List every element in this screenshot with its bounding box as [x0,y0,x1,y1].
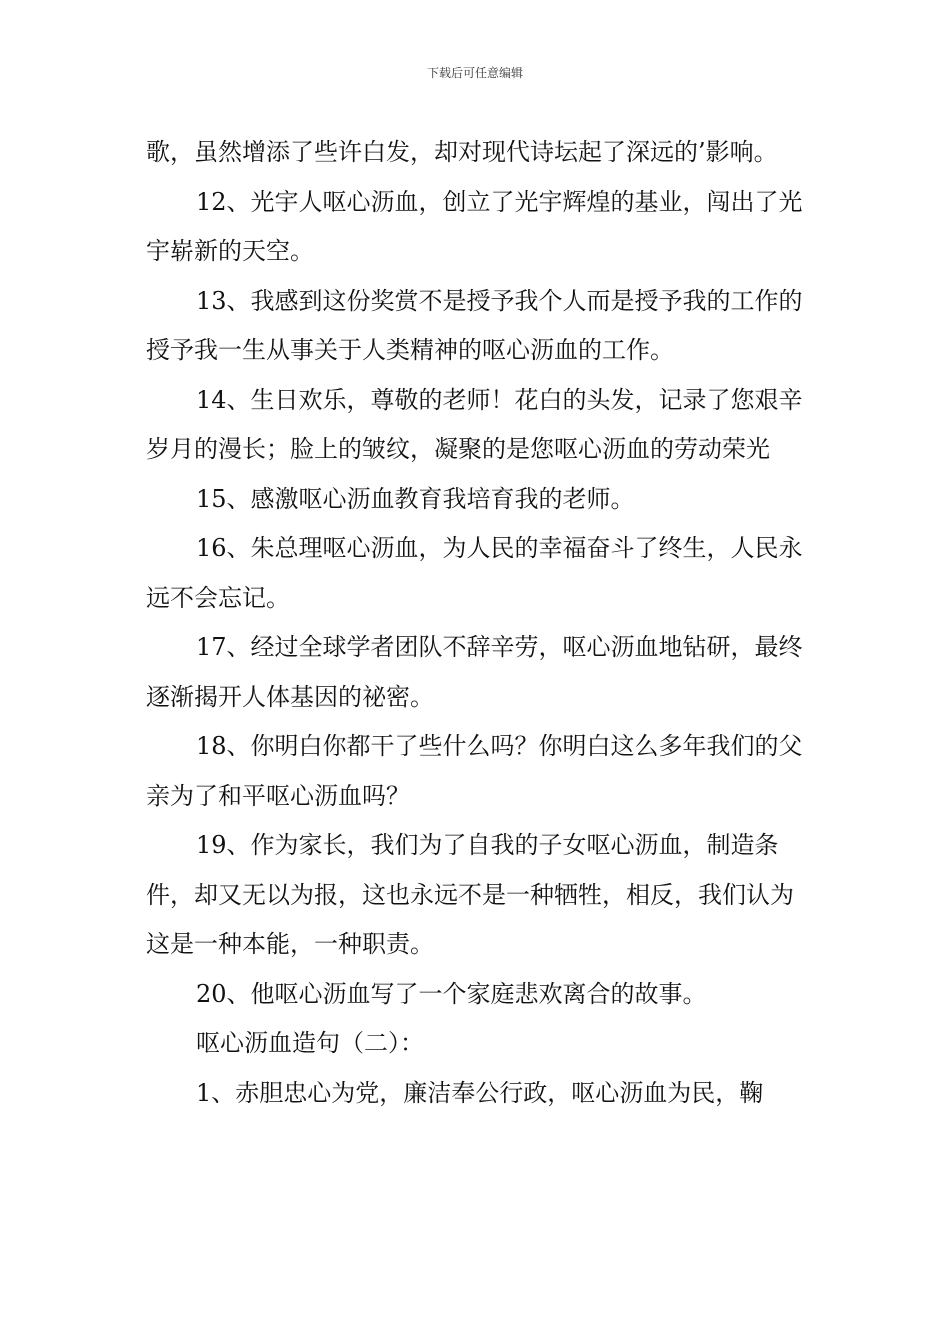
paragraph-15: 15、感激呕心沥血教育我培育我的老师。 [196,484,635,513]
document-body [146,128,810,1118]
paragraph-13: 13、我感到这份奖赏不是授予我个人而是授予我的工作的授予我一生从事关于人类精神的呕心沥血的工作。 [146,286,803,364]
paragraph-19: 19、作为家长，我们为了自我的子女呕心沥血，制造条件，却又无以为报，这也永远不是一种牺牲，相反，我们认为这是一种本能，一种职责。 [146,831,794,958]
paragraph-1: 1、赤胆忠心为党，廉洁奉公行政，呕心沥血为民，鞠 [196,1078,764,1107]
paragraph-14: 14、生日欢乐，尊敬的老师！花白的头发，记录了您艰辛岁月的漫长；脸上的皱纹，凝聚的是您呕心沥血的劳动荣光 [146,385,803,463]
paragraph-18: 18、你明白你都干了些什么吗？你明白这么多年我们的父亲为了和平呕心沥血吗？ [146,732,803,810]
paragraph-0: 歌，虽然增添了些许白发，却对现代诗坛起了深远的’影响。 [146,138,778,166]
paragraph-20: 20、他呕心沥血写了一个家庭悲欢离合的故事。 [196,979,707,1008]
paragraph-12: 12、光宇人呕心沥血，创立了光宇辉煌的基业，闯出了光宇崭新的天空。 [146,187,803,265]
section-heading: 呕心沥血造句（二）： [196,1029,424,1057]
paragraph-16: 16、朱总理呕心沥血，为人民的幸福奋斗了终生，人民永远不会忘记。 [146,534,803,612]
page-header: 下载后可任意编辑 [426,66,523,80]
paragraph-17: 17、经过全球学者团队不辞辛劳，呕心沥血地钻研，最终逐渐揭开人体基因的祕密。 [146,633,803,711]
